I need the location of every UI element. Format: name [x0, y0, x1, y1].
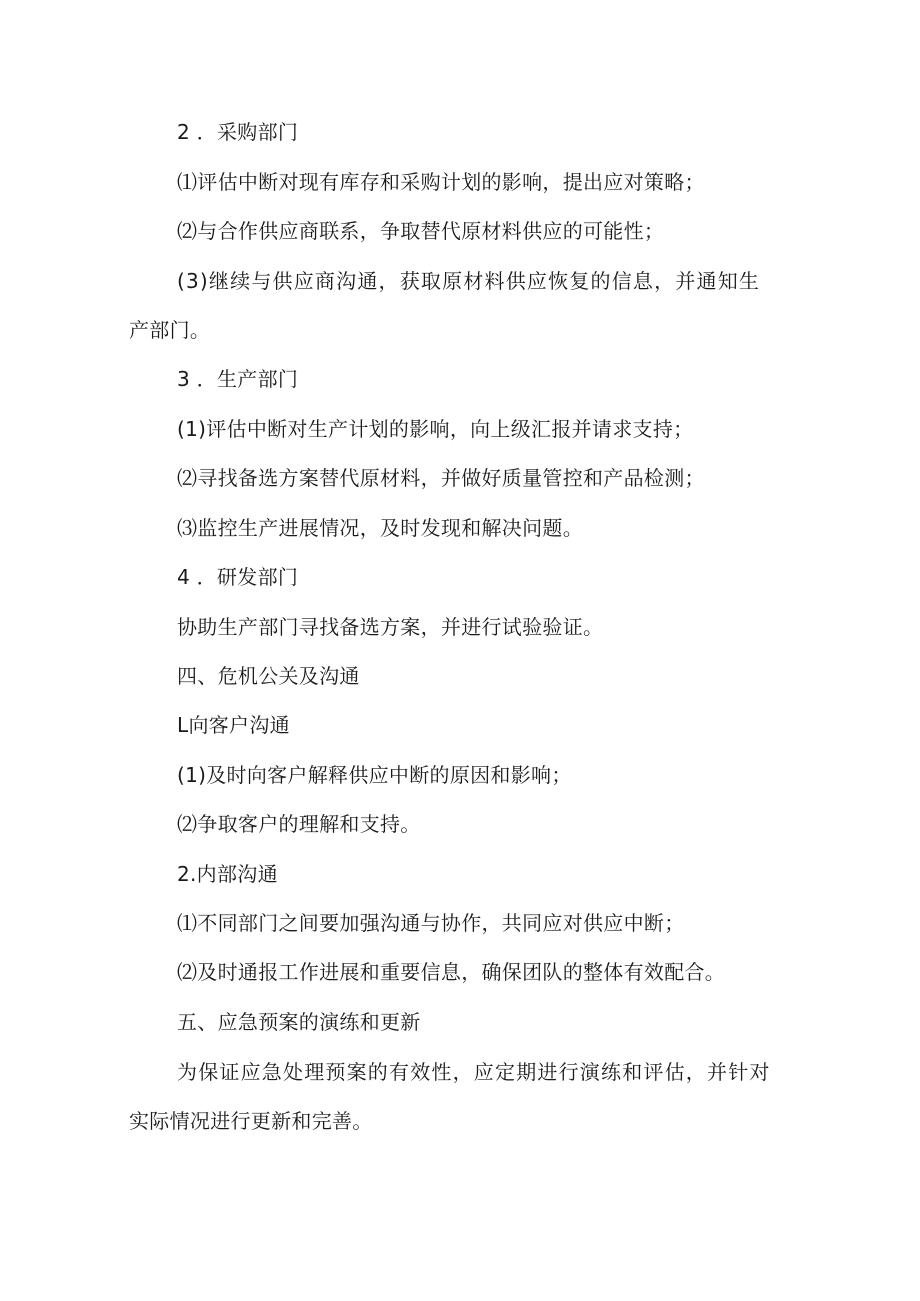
heading-procurement-department: 2 ．采购部门 — [177, 120, 299, 144]
paragraph-drill-text: 为保证应急处理预案的有效性，应定期进行演练和评估，并针对 — [177, 1060, 771, 1084]
paragraph-procurement-item-3: (3)继续与供应商沟通，获取原材料供应恢复的信息，并通知生 — [177, 269, 761, 293]
paragraph-production-item-3: ⑶监控生产进展情况，及时发现和解决问题。 — [177, 516, 583, 540]
heading-drill-and-update: 五、应急预案的演练和更新 — [177, 1010, 421, 1034]
paragraph-procurement-item-1: ⑴评估中断对现有库存和采购计划的影响，提出应对策略； — [177, 170, 705, 194]
paragraph-customer-item-1: (1)及时向客户解释供应中断的原因和影响； — [177, 763, 572, 787]
heading-rd-department: 4 ．研发部门 — [177, 565, 299, 589]
heading-crisis-pr-communication: 四、危机公关及沟通 — [177, 664, 360, 688]
heading-production-department: 3 ．生产部门 — [177, 367, 299, 391]
paragraph-rd-item: 协助生产部门寻找备选方案，并进行试验验证。 — [177, 615, 604, 639]
paragraph-procurement-item-3-continued: 产部门。 — [129, 318, 211, 342]
paragraph-drill-text-continued: 实际情况进行更新和完善。 — [129, 1109, 373, 1133]
subheading-internal-communication: 2.内部沟通 — [177, 862, 278, 886]
paragraph-internal-item-1: ⑴不同部门之间要加强沟通与协作，共同应对供应中断； — [177, 911, 685, 935]
paragraph-production-item-2: ⑵寻找备选方案替代原材料，并做好质量管控和产品检测； — [177, 466, 705, 490]
paragraph-production-item-1: (1)评估中断对生产计划的影响，向上级汇报并请求支持； — [177, 417, 694, 441]
paragraph-internal-item-2: ⑵及时通报工作进展和重要信息，确保团队的整体有效配合。 — [177, 960, 726, 984]
paragraph-customer-item-2: ⑵争取客户的理解和支持。 — [177, 812, 421, 836]
paragraph-procurement-item-2: ⑵与合作供应商联系，争取替代原材料供应的可能性； — [177, 219, 665, 243]
subheading-customer-communication: L向客户沟通 — [177, 713, 290, 737]
